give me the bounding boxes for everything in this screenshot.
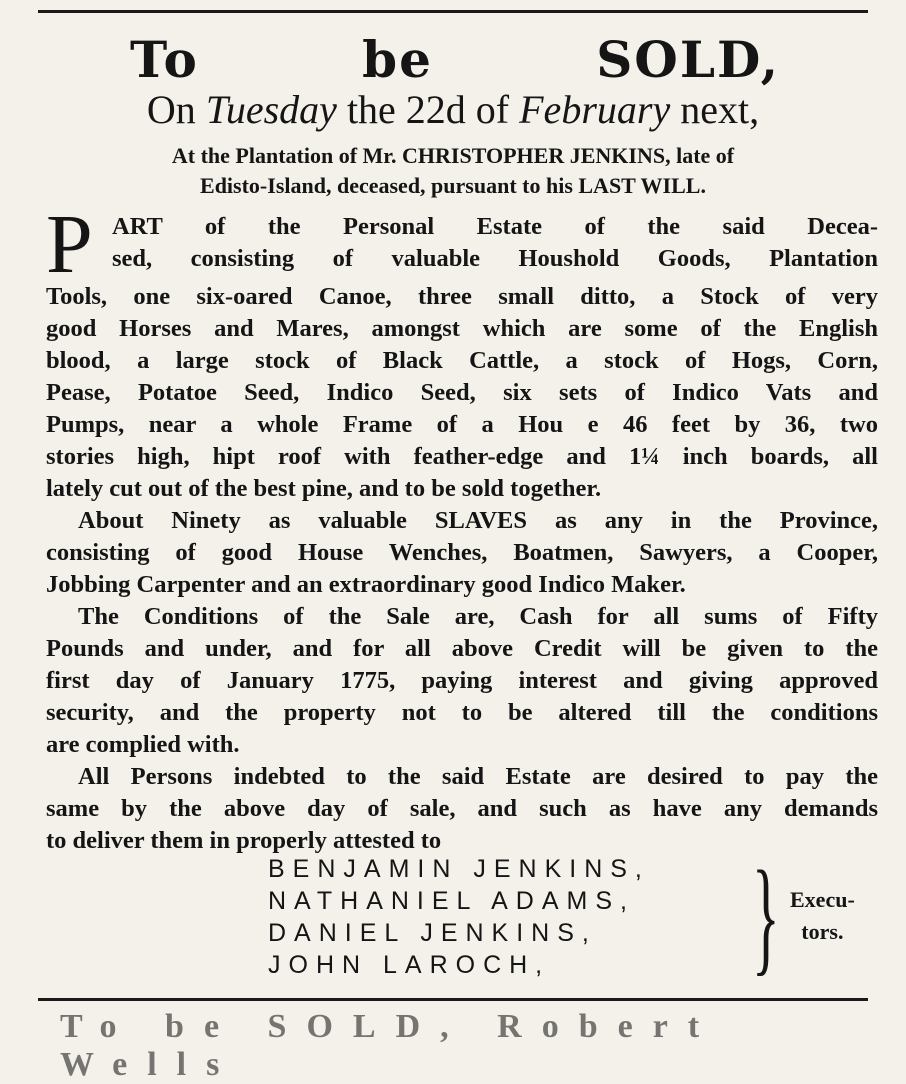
date-day: Tuesday — [205, 87, 337, 132]
body-line: Jobbing Carpenter and an extraordinary good Indico Maker. — [46, 571, 686, 598]
body-line: All Persons indebted to the said Estate are desired to pay the — [78, 763, 878, 790]
body-line: same by the above day of sale, and such as have any demands — [46, 795, 878, 822]
bottom-rule — [38, 998, 868, 1001]
signatory-name: BENJAMIN JENKINS, — [268, 855, 650, 883]
next-advert-cutoff: To be SOLD, Robert Wells — [60, 1008, 720, 1083]
body-line: first day of January 1775, paying interest and giving approved — [46, 667, 878, 694]
date-post: next, — [670, 87, 760, 132]
executors-label — [790, 884, 855, 948]
body-line: ART of the Personal Estate of the said Decea- — [112, 213, 878, 240]
executors-label-line-2: tors. — [801, 919, 844, 944]
body-line: The Conditions of the Sale are, Cash for all sums of Fifty — [78, 603, 878, 630]
body-line: Pumps, near a whole Frame of a Hou e 46 feet by 36, two — [46, 411, 878, 438]
executors-label-line-1: Execu- — [790, 887, 855, 912]
body-line: Tools, one six-oared Canoe, three small ditto, a Stock of very — [46, 283, 878, 310]
body-line: sed, consisting of valuable Houshold Goods, Plantation — [112, 245, 878, 272]
top-rule — [38, 10, 868, 13]
page-title: To be SOLD, — [130, 30, 780, 89]
body-line: good Horses and Mares, amongst which are some of the English — [46, 315, 878, 342]
date-month: February — [519, 87, 671, 132]
drop-cap: P — [46, 198, 93, 291]
place-line-1: At the Plantation of Mr. CHRISTOPHER JENKINS, late of — [171, 143, 735, 168]
body-line: About Ninety as valuable SLAVES as any in the Province, — [78, 507, 878, 534]
signatory-name: JOHN LAROCH, — [268, 951, 551, 979]
body-line: stories high, hipt roof with feather-edge and 1¼ inch boards, all — [46, 443, 878, 470]
body-line: security, and the property not to be altered till the conditions — [46, 699, 878, 726]
place-line-2: Edisto-Island, deceased, pursuant to his LAST WILL. — [200, 173, 706, 198]
date-mid: the 22d of — [336, 87, 520, 132]
body-line: lately cut out of the best pine, and to be sold together. — [46, 475, 602, 502]
body-line: Pease, Potatoe Seed, Indico Seed, six sets of Indico Vats and — [46, 379, 878, 406]
signatory-name: NATHANIEL ADAMS, — [268, 887, 635, 915]
sale-date-line — [0, 86, 906, 134]
signatory-name: DANIEL JENKINS, — [268, 919, 597, 947]
body-line: consisting of good House Wenches, Boatmen, Sawyers, a Cooper, — [46, 539, 878, 566]
body-line: to deliver them in properly attested to — [46, 827, 442, 854]
body-line: are complied with. — [46, 731, 240, 758]
brace-icon: } — [752, 845, 780, 987]
date-pre: On — [146, 87, 206, 132]
body-line: blood, a large stock of Black Cattle, a stock of Hogs, Corn, — [46, 347, 878, 374]
body-line: Pounds and under, and for all above Credit will be given to the — [46, 635, 878, 662]
